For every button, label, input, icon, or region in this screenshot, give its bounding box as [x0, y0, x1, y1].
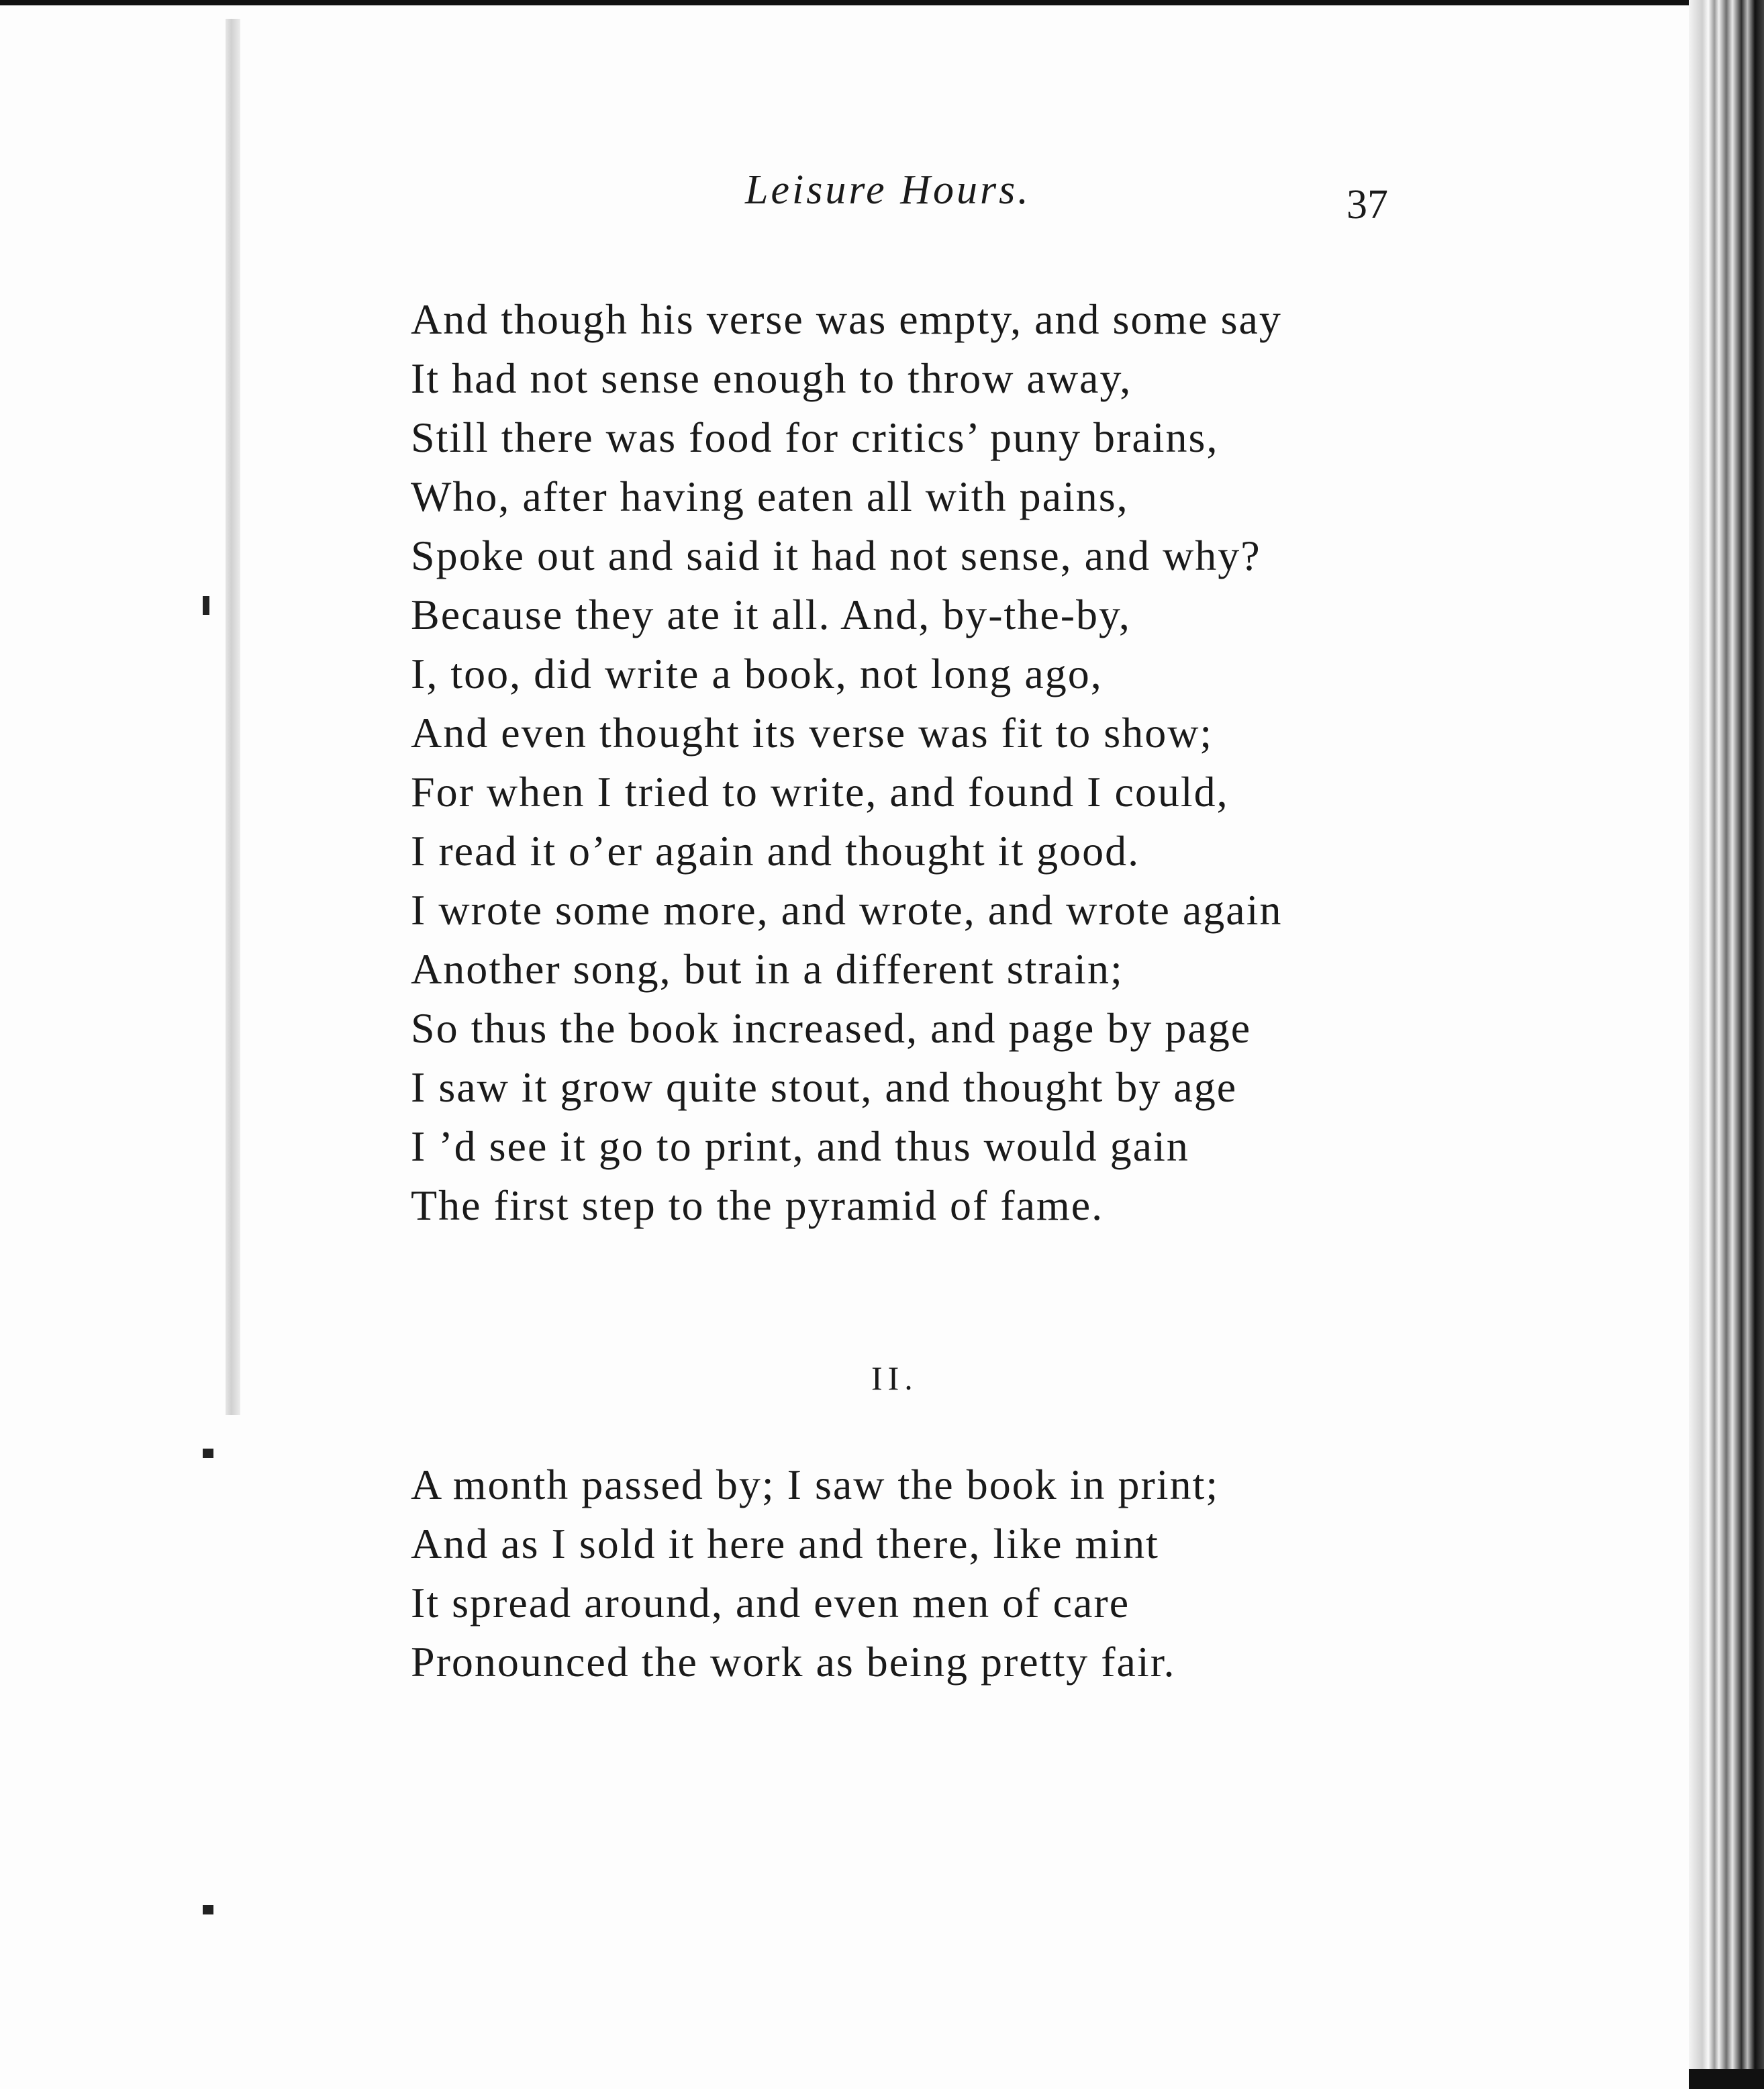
poem-line: I saw it grow quite stout, and thought by age	[411, 1063, 1238, 1111]
poem-line: I, too, did write a book, not long ago,	[411, 650, 1103, 697]
poem-line: Because they ate it all. And, by-the-by,	[411, 591, 1131, 638]
gutter-mark	[203, 1449, 213, 1458]
page-gutter	[226, 19, 240, 1415]
gutter-mark	[203, 1905, 213, 1914]
poem-line: I wrote some more, and wrote, and wrote again	[411, 886, 1283, 934]
poem-line: A month passed by; I saw the book in print;	[411, 1461, 1220, 1508]
poem-line: And even thought its verse was fit to show;	[411, 709, 1214, 757]
poem-line: And though his verse was empty, and some say	[411, 295, 1282, 343]
page-number: 37	[1346, 182, 1388, 228]
book-page	[0, 5, 1764, 2089]
poem-line: So thus the book increased, and page by page	[411, 1004, 1252, 1052]
poem-line: I ’d see it go to print, and thus would gain	[411, 1122, 1189, 1170]
poem-line: Spoke out and said it had not sense, and why?	[411, 532, 1261, 579]
scan-border-top	[0, 0, 1764, 5]
poem-line: Another song, but in a different strain;	[411, 945, 1124, 993]
poem-line: Who, after having eaten all with pains,	[411, 473, 1129, 520]
poem-line: Pronounced the work as being pretty fair.	[411, 1638, 1176, 1686]
stanza-1	[411, 290, 1282, 1235]
stanza-2	[411, 1455, 1219, 1692]
poem-line: It had not sense enough to throw away,	[411, 354, 1132, 402]
scan-border-bottom	[1689, 2069, 1764, 2089]
poem-line: It spread around, and even men of care	[411, 1579, 1130, 1626]
poem-line: I read it o’er again and thought it good.	[411, 827, 1140, 875]
section-number: II.	[871, 1359, 918, 1397]
poem-line: For when I tried to write, and found I could,	[411, 768, 1229, 816]
running-head: Leisure Hours.	[745, 167, 1031, 213]
poem-line: And as I sold it here and there, like mint	[411, 1520, 1159, 1567]
poem-line: The first step to the pyramid of fame.	[411, 1181, 1104, 1229]
poem-line: Still there was food for critics’ puny brains,	[411, 414, 1219, 461]
gutter-mark	[203, 596, 209, 615]
page-stack-edge	[1689, 0, 1764, 2089]
